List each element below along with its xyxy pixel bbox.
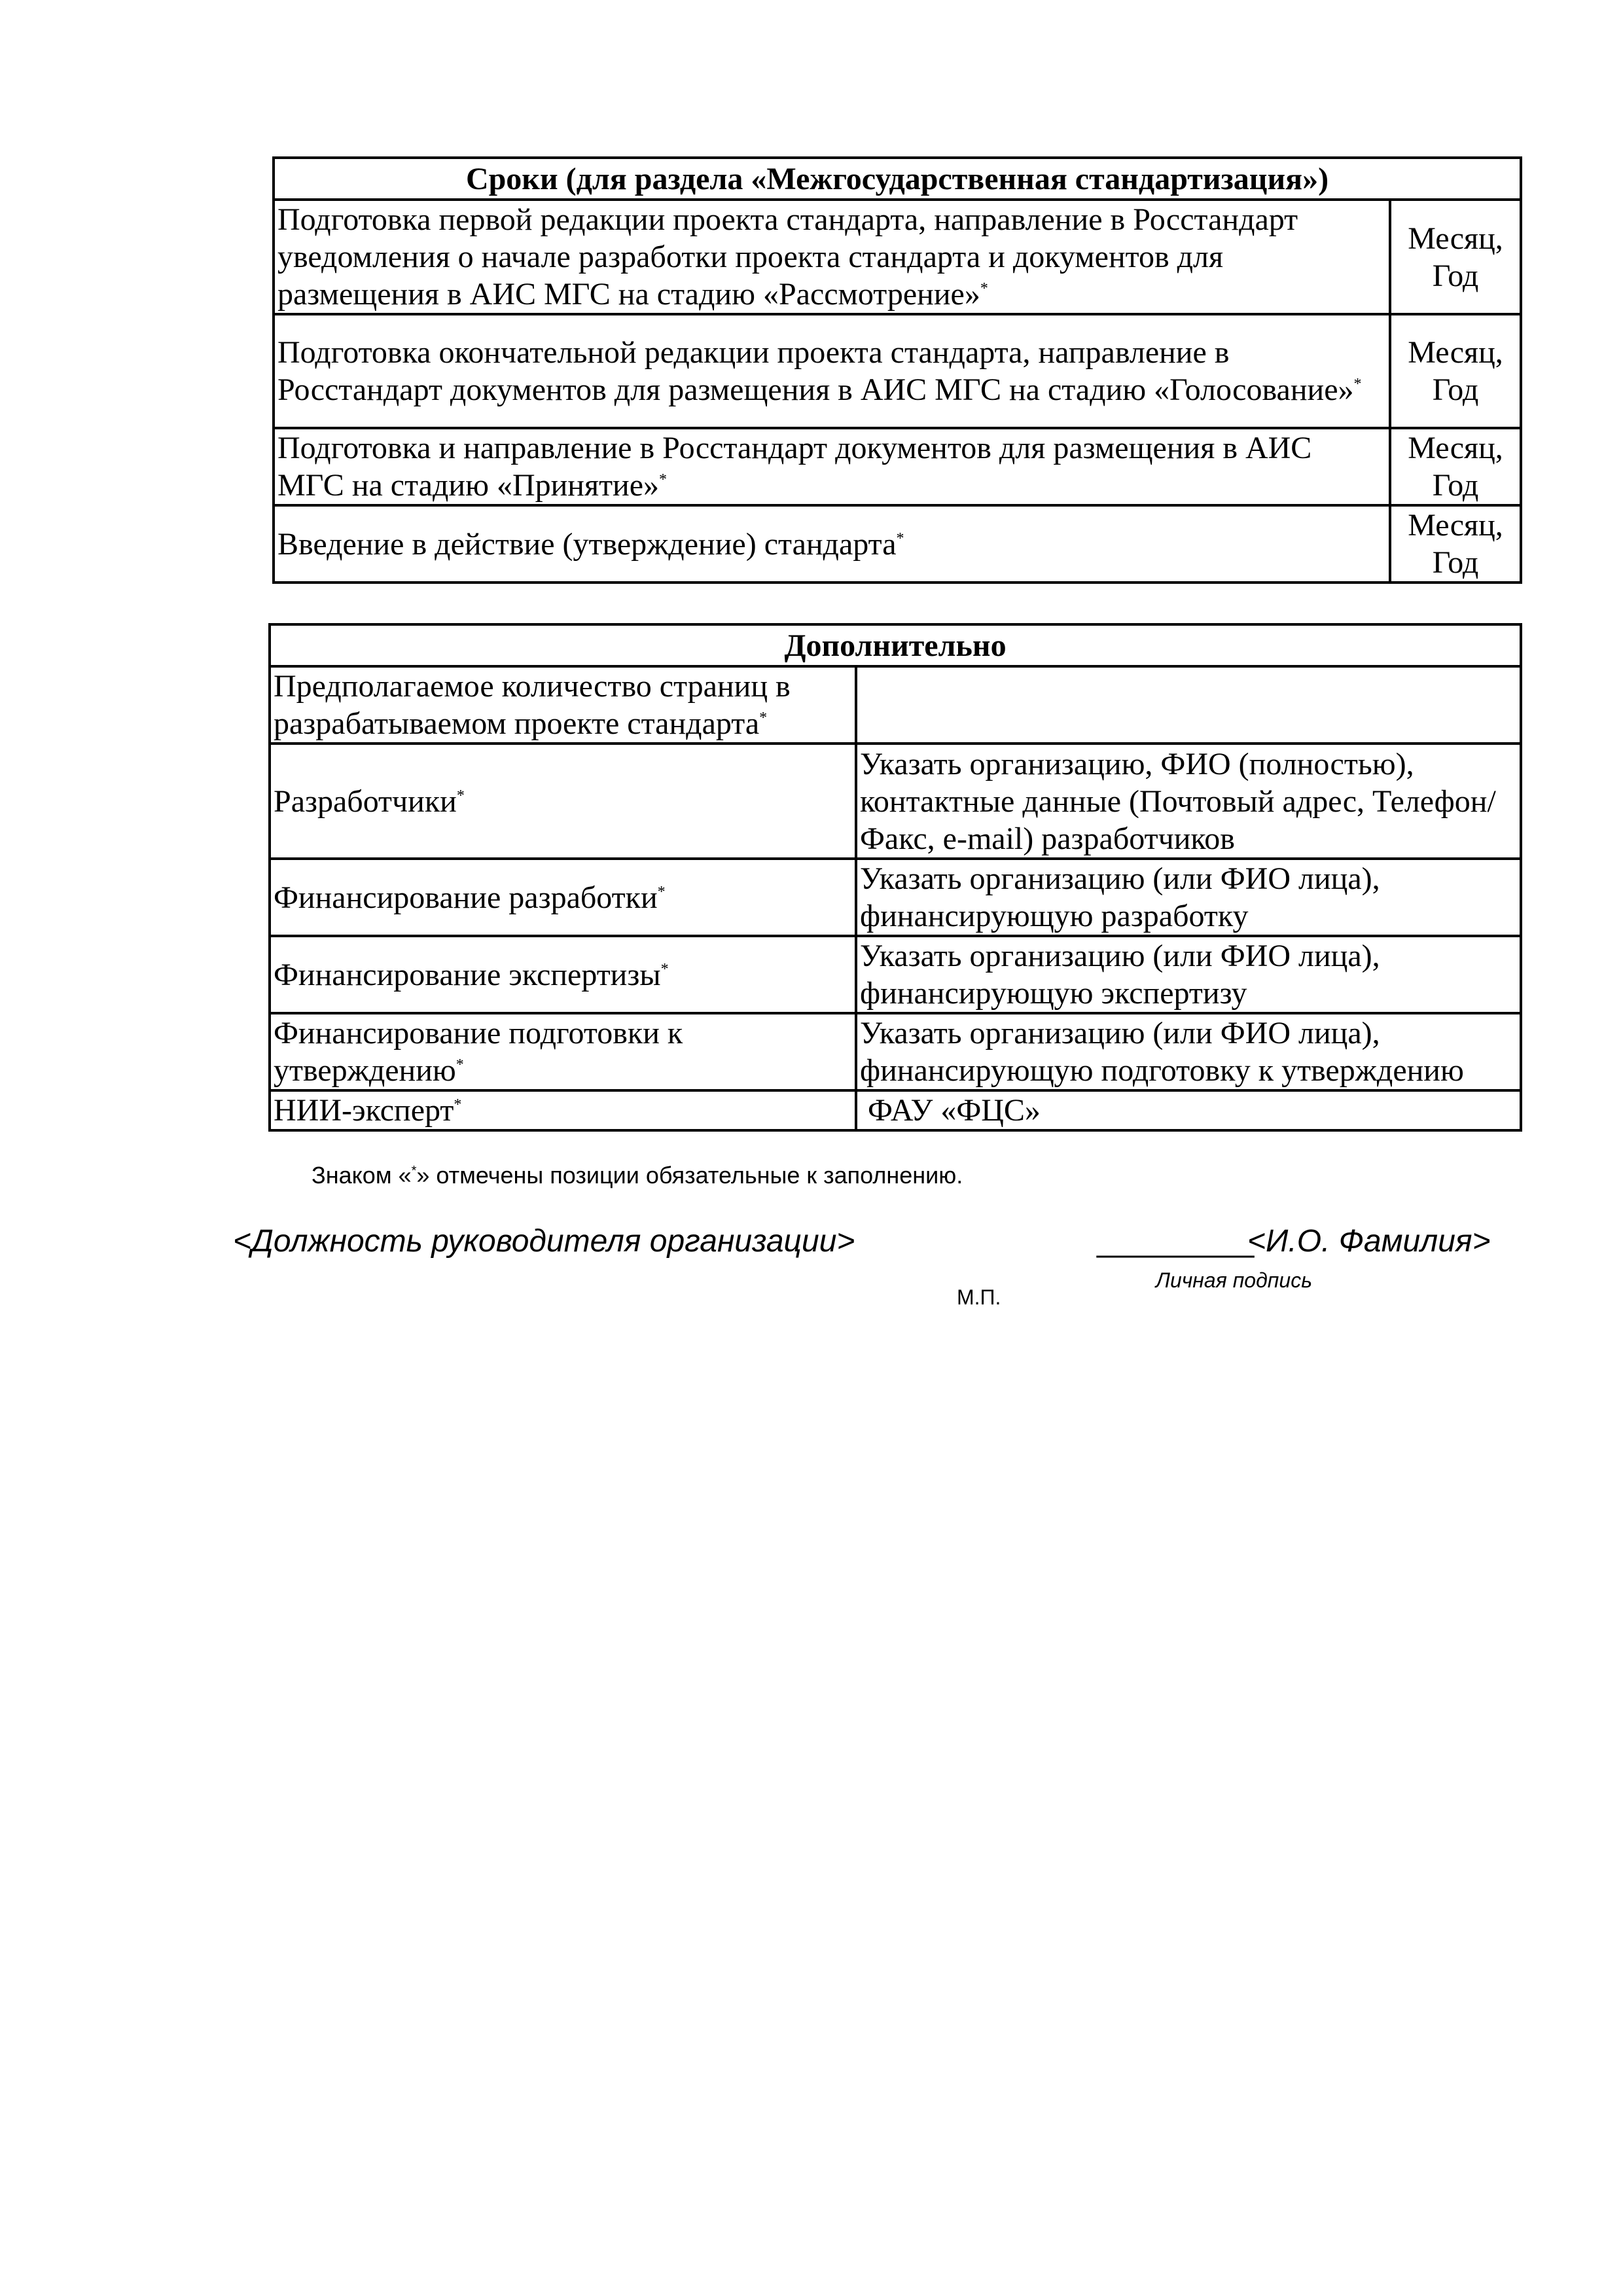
stamp-placeholder: М.П.: [957, 1285, 1001, 1309]
table-row: [274, 314, 1521, 428]
table-row: [270, 859, 1521, 936]
required-mark: *: [456, 787, 465, 804]
required-mark: *: [657, 883, 666, 901]
deadline-value: Месяц, Год: [1390, 200, 1521, 314]
required-mark: *: [896, 529, 904, 547]
signature-caption: Личная подпись: [1156, 1268, 1313, 1292]
additional-table: [268, 623, 1522, 1132]
table-row: [274, 200, 1521, 314]
table-row: [274, 428, 1521, 505]
additional-table-title: Дополнительно: [270, 624, 1521, 666]
additional-value: ФАУ «ФЦС»: [856, 1090, 1521, 1130]
required-fields-note: Знаком «*» отмечены позиции обязательные к заполнению.: [312, 1162, 963, 1189]
deadline-label: Подготовка и направление в Росстандарт документов для размещения в АИС МГС на стадию «Принятие»*: [274, 428, 1390, 505]
additional-label: Финансирование экспертизы*: [270, 936, 856, 1013]
table-row: [270, 744, 1521, 859]
additional-label: Финансирование разработки*: [270, 859, 856, 936]
required-mark: *: [411, 1164, 417, 1178]
table-row: [270, 936, 1521, 1013]
required-mark: *: [455, 1056, 464, 1073]
deadline-label: Подготовка первой редакции проекта стандарта, направление в Росстандарт уведомления о начале разработки проекта стандарта и документов для размещения в АИС МГС на стадию «Рассмотрение»*: [274, 200, 1390, 314]
deadline-label: Введение в действие (утверждение) стандарта*: [274, 505, 1390, 583]
additional-label: Финансирование подготовки к утверждению*: [270, 1013, 856, 1090]
deadline-value: Месяц, Год: [1390, 428, 1521, 505]
deadline-label: Подготовка окончательной редакции проекта стандарта, направление в Росстандарт документов для размещения в АИС МГС на стадию «Голосование»*: [274, 314, 1390, 428]
signature-line: _________: [1097, 1224, 1255, 1259]
additional-value: Указать организацию (или ФИО лица), финансирующую экспертизу: [856, 936, 1521, 1013]
additional-label: НИИ-эксперт*: [270, 1090, 856, 1130]
table-row: [274, 505, 1521, 583]
additional-value: Указать организацию (или ФИО лица), финансирующую разработку: [856, 859, 1521, 936]
additional-value: Указать организацию, ФИО (полностью), контактные данные (Почтовый адрес, Телефон/Факс, e-mail) разработчиков: [856, 744, 1521, 859]
additional-label: Разработчики*: [270, 744, 856, 859]
deadline-value: Месяц, Год: [1390, 505, 1521, 583]
additional-label: Предполагаемое количество страниц в разрабатываемом проекте стандарта*: [270, 666, 856, 744]
additional-value: Указать организацию (или ФИО лица), финансирующую подготовку к утверждению: [856, 1013, 1521, 1090]
table-row: [270, 1013, 1521, 1090]
head-position-title: <Должность руководителя организации>: [233, 1224, 855, 1259]
table-row: [270, 666, 1521, 744]
required-mark: *: [660, 960, 669, 978]
deadlines-table-title: Сроки (для раздела «Межгосударственная стандартизация»): [274, 158, 1521, 200]
required-mark: *: [1353, 376, 1362, 393]
additional-value: [856, 666, 1521, 744]
signatory-name: <И.О. Фамилия>: [1247, 1224, 1491, 1259]
deadline-value: Месяц, Год: [1390, 314, 1521, 428]
required-mark: *: [980, 280, 988, 297]
deadlines-table: [272, 156, 1522, 584]
table-row: [270, 1090, 1521, 1130]
required-mark: *: [659, 471, 668, 488]
required-mark: *: [759, 709, 768, 726]
required-mark: *: [454, 1096, 462, 1113]
